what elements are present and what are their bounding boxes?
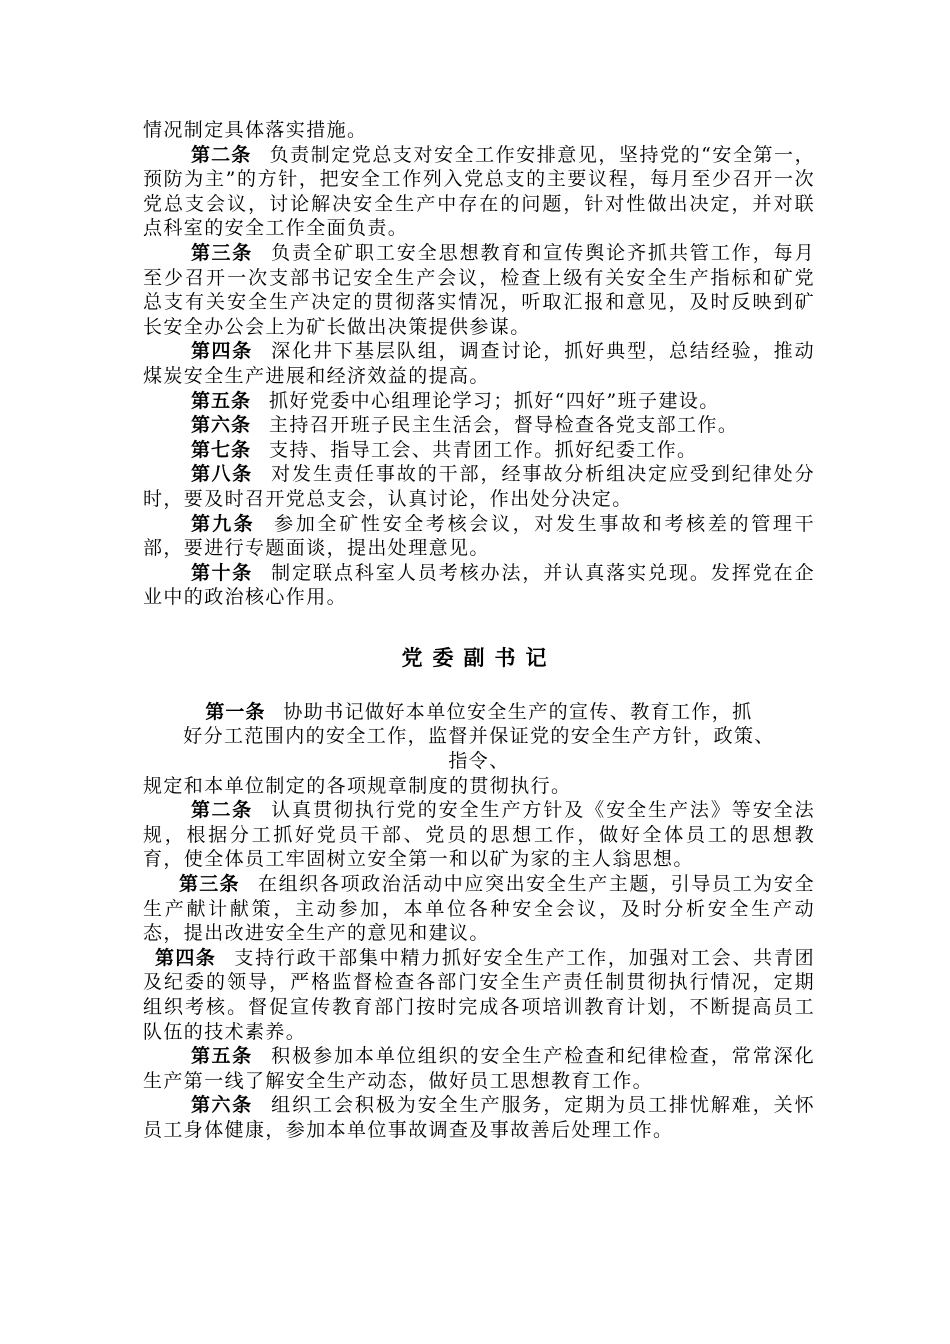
article-text: 积极参加本单位组织的安全生产检查和纪律检查，常常深化生产第一线了解安全生产动态，做好员工思想教育工作。 (143, 1045, 815, 1092)
article-label: 第七条 (191, 438, 252, 461)
article-text: 深化井下基层队组，调查讨论，抓好典型，总结经验，推动煤炭安全生产进展和经济效益的提高。 (143, 340, 815, 387)
article-label: 第三条 (191, 241, 253, 264)
article-label: 第三条 (179, 873, 240, 896)
article-text: 负责全矿职工安全思想教育和宣传舆论齐抓共管工作，每月至少召开一次支部书记安全生产会议，检查上级有关安全生产指标和矿党总支有关安全生产决定的贯彻落实情况，听取汇报和意见，及时反映到矿长安全办公会上为矿长做出决策提供参谋。 (143, 241, 815, 338)
article-paragraph (143, 1044, 815, 1093)
article-paragraph (143, 241, 815, 339)
article-paragraph (143, 413, 815, 438)
article-label: 第六条 (191, 414, 252, 437)
first-article-line: 指令、 (448, 750, 510, 773)
article-label: 第二条 (191, 799, 253, 822)
article-label: 第五条 (191, 1045, 253, 1068)
article-text: 负责制定党总支对安全工作安排意见，坚持党的“安全第一，预防为主”的方针，把安全工作列入党总支的主要议程，每月至少召开一次党总支会议，讨论解决安全生产中存在的问题，针对性做出决定，并对联点科室的安全工作全面负责。 (143, 143, 815, 240)
article-label: 第六条 (191, 1094, 253, 1117)
article-label: 第九条 (191, 512, 255, 535)
article-paragraph (143, 798, 815, 872)
article-paragraph (143, 946, 815, 1044)
article-paragraph (143, 143, 815, 241)
article-paragraph (143, 1093, 815, 1142)
article-label: 第二条 (191, 143, 252, 166)
article-label: 第四条 (191, 340, 253, 363)
article-paragraph (143, 438, 815, 463)
article-paragraph (143, 389, 815, 414)
article-label: 第五条 (191, 389, 252, 412)
article-text: 在组织各项政治活动中应突出安全生产主题，引导员工为安全生产献计献策，主动参加，本单位各种安全会议，及时分析安全生产动态，提出改进安全生产的意见和建议。 (143, 873, 815, 945)
article-paragraph (143, 512, 815, 561)
article-text: 抓好党委中心组理论学习；抓好“四好”班子建设。 (269, 389, 720, 412)
article-text: 组织工会积极为安全生产服务，定期为员工排忧解难，关怀员工身体健康，参加本单位事故调查及事故善后处理工作。 (143, 1094, 815, 1141)
article-text: 主持召开班子民主生活会，督导检查各党支部工作。 (269, 414, 739, 437)
article-paragraph (143, 872, 815, 946)
article-label: 第一条 (205, 700, 266, 723)
article-text: 对发生责任事故的干部，经事故分析组决定应受到纪律处分时，要及时召开党总支会，认真讨论，作出处分决定。 (143, 463, 815, 510)
article-paragraph (143, 462, 815, 511)
article-label: 第十条 (191, 561, 253, 584)
article-text: 支持行政干部集中精力抓好安全生产工作，加强对工会、共青团及纪委的领导，严格监督检查各部门安全生产责任制贯彻执行情况，定期组织考核。督促宣传教育部门按时完成各项培训教育计划，不断提高员工队伍的技术素养。 (143, 946, 815, 1043)
article-paragraph (143, 561, 815, 610)
first-article-line (143, 700, 815, 725)
first-article-line: 好分工范围内的安全工作，监督并保证党的安全生产方针，政策、 (183, 725, 775, 748)
article-text: 协助书记做好本单位安全生产的宣传、教育工作，抓 (283, 700, 753, 723)
article-text: 制定联点科室人员考核办法，并认真落实兑现。发挥党在企业中的政治核心作用。 (143, 561, 815, 609)
article-text: 认真贯彻执行党的安全生产方针及《安全生产法》等安全法规，根据分工抓好党员干部、党员的思想工作，做好全体员工的思想教育，使全体员工牢固树立安全第一和以矿为家的主人翁思想。 (143, 799, 815, 871)
article-label: 第八条 (191, 463, 253, 486)
continuation-text: 情况制定具体落实措施。 (143, 119, 368, 141)
article-text: 支持、指导工会、共青团工作。抓好纪委工作。 (269, 438, 698, 461)
document-page (143, 118, 815, 1143)
section-title: 党委副书记 (401, 645, 557, 670)
first-article-line: 规定和本单位制定的各项规章制度的贯彻执行。 (143, 774, 572, 797)
article-label: 第四条 (155, 946, 217, 969)
article-text: 参加全矿性安全考核会议，对发生事故和考核差的管理干部，要进行专题面谈，提出处理意见。 (143, 512, 815, 560)
article-paragraph (143, 339, 815, 388)
